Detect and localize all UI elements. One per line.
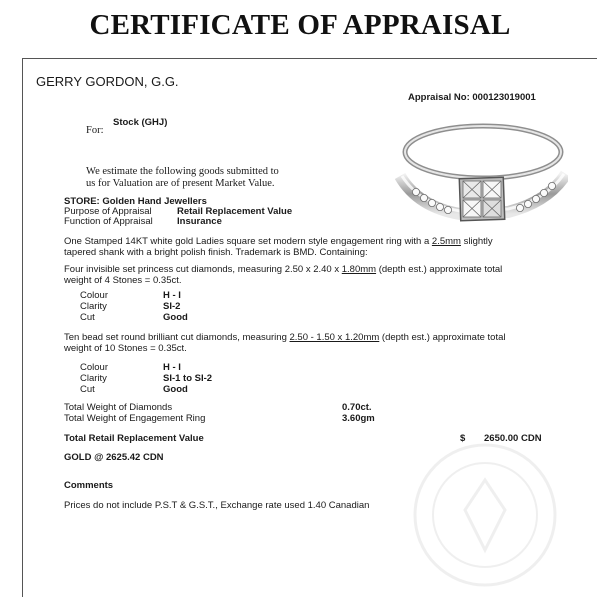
ring-description-text: One Stamped 14KT white gold Ladies square set modern style engagement ring with a [64,236,432,247]
spec2-cut-value: Good [163,384,188,395]
purpose-value: Retail Replacement Value [177,206,293,217]
purpose-label: Purpose of Appraisal [64,206,152,217]
intro-line-2: us for Valuation are of present Market Value. [86,178,275,189]
intro-line-1: We estimate the following goods submitted to [86,166,279,177]
spec1-cut-value: Good [163,312,188,323]
spec1-cut-label: Cut [80,312,95,323]
spec1-colour-label: Colour [80,290,108,301]
total-value-currency: $ [460,433,466,444]
spec1-clarity-value: SI-2 [163,301,181,312]
round-measurements: 2.50 - 1.50 x 1.20mm [289,332,380,343]
store-name: STORE: Golden Hand Jewellers [64,196,207,207]
princess-diamonds-line-1 [64,264,502,275]
page-title: CERTIFICATE OF APPRAISAL [89,9,511,41]
round-diamonds-line-2: weight of 10 Stones = 0.35ct. [64,343,187,354]
round-diamonds-line-1 [64,332,506,343]
princess-diamonds-text: Four invisible set princess cut diamonds, measuring 2.50 x 2.40 x [64,264,342,275]
princess-diamonds-line-2: weight of 4 Stones = 0.35ct. [64,275,182,286]
spec2-colour-value: H - I [163,362,181,373]
total-diamonds-value: 0.70ct. [342,402,372,413]
for-label: For: [86,125,104,136]
function-label: Function of Appraisal [64,216,153,227]
ring-description-line-1 [64,236,493,247]
engagement-ring-photo [388,112,568,237]
appraisal-number: Appraisal No: 000123019001 [408,92,536,103]
watermark-seal [400,440,570,590]
spec1-colour-value: H - I [163,290,181,301]
gold-price: GOLD @ 2625.42 CDN [64,452,164,463]
shank-width: 2.5mm [431,236,461,247]
total-diamonds-label: Total Weight of Diamonds [64,402,173,413]
ring-description-line-2: tapered shank with a bright polish finish. Trademark is BMD. Containing: [64,247,368,258]
princess-diamonds-text-end: (depth est.) approximate total [376,264,503,275]
round-diamonds-text-end: (depth est.) approximate total [379,332,506,343]
total-value-label: Total Retail Replacement Value [64,433,204,444]
spec2-clarity-value: SI-1 to SI-2 [163,373,213,384]
function-value: Insurance [177,216,222,227]
appraiser-name: GERRY GORDON, G.G. [36,74,179,89]
spec2-clarity-label: Clarity [80,373,107,384]
total-value-amount: 2650.00 CDN [484,433,542,444]
spec1-clarity-label: Clarity [80,301,107,312]
comments-heading: Comments [64,480,114,491]
spec2-colour-label: Colour [80,362,108,373]
stock-label: Stock (GHJ) [113,117,168,128]
ring-description-text-end: slightly [460,236,493,247]
round-diamonds-text: Ten bead set round brilliant cut diamonds, measuring [64,332,290,343]
total-ring-value: 3.60gm [342,413,375,424]
spec2-cut-label: Cut [80,384,95,395]
princess-depth: 1.80mm [341,264,377,275]
total-ring-label: Total Weight of Engagement Ring [64,413,206,424]
comments-text: Prices do not include P.S.T & G.S.T., Exchange rate used 1.40 Canadian [64,500,370,511]
